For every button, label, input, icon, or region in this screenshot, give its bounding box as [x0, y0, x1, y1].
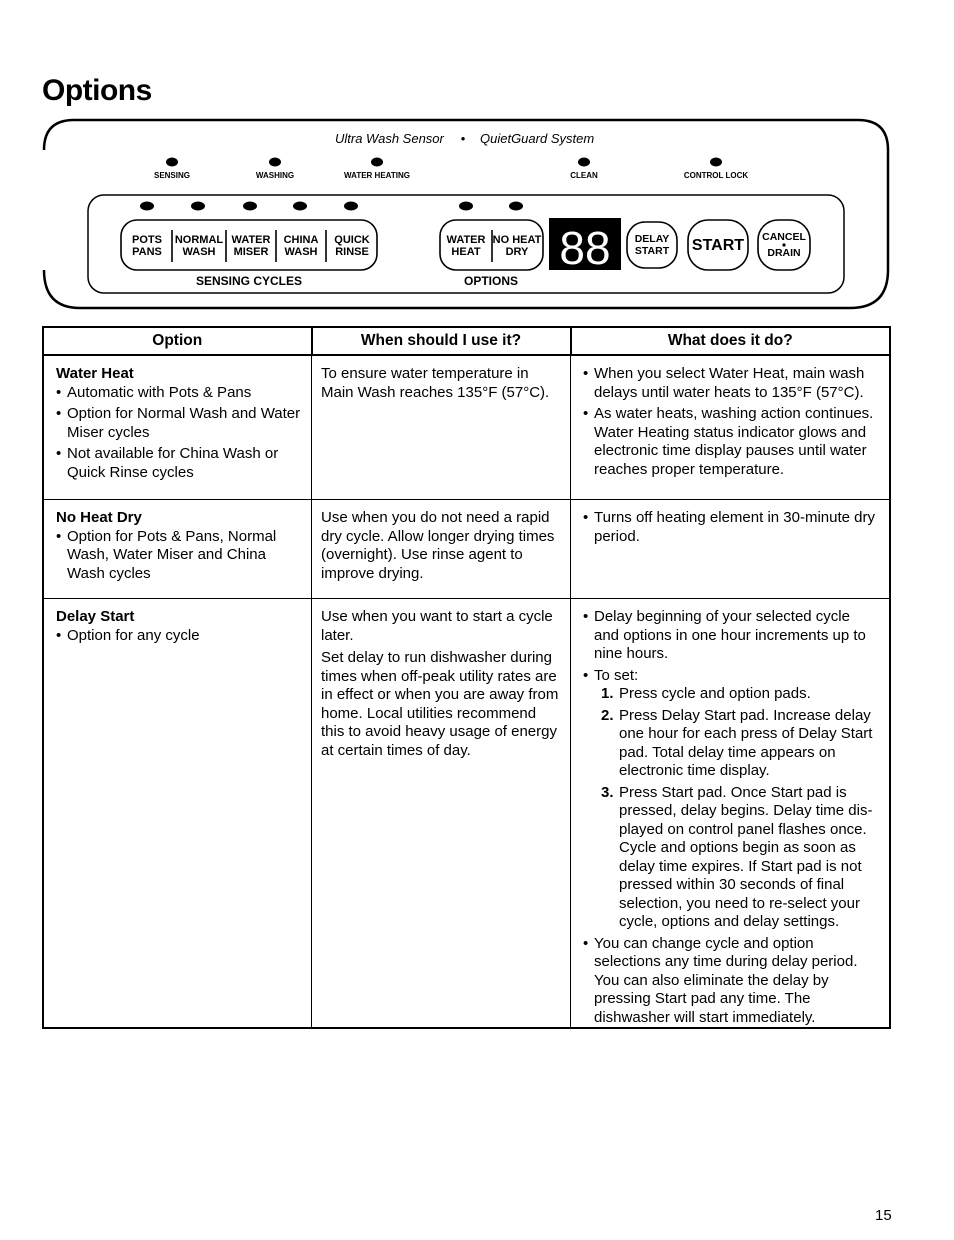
options-table [42, 326, 891, 1029]
svg-text:WASH: WASH [182, 246, 216, 258]
table-row-delay-start [43, 599, 890, 1029]
step-number: 1. [601, 685, 614, 702]
cell-when [312, 500, 571, 599]
indicator-light-sensing [166, 158, 178, 167]
option-name: Water Heat [56, 365, 134, 382]
indicator-light-washing [269, 158, 281, 167]
option-pad-no-heat-dry[interactable] [493, 234, 542, 258]
step-item [601, 685, 879, 704]
list-item: • Delay beginning of your selected cycle and options in one hour increments up to nine hours. [583, 608, 879, 664]
start-label: START [691, 237, 745, 254]
brand-quietguard: QuietGuard System [480, 131, 595, 146]
cell-what [571, 500, 891, 599]
cancel-label: CANCEL [762, 231, 806, 243]
svg-text:POTS: POTS [132, 234, 162, 246]
list-item: • You can change cycle and option selections any time during delay period. You can also eliminate the delay by pressing Start pad any time. The dishwasher will start immediately. [583, 935, 879, 1028]
svg-text:WATER: WATER [446, 234, 486, 246]
list-item: • Not available for China Wash or Quick Rinse cycles [56, 445, 301, 482]
cell-when [312, 599, 571, 1029]
header-when: When should I use it? [312, 327, 571, 355]
delay-start-label-2: START [634, 245, 670, 257]
option-name: No Heat Dry [56, 509, 142, 526]
cycle-pad-china-wash[interactable] [284, 234, 319, 258]
cell-option [43, 500, 312, 599]
option-name: Delay Start [56, 608, 135, 625]
indicator-light-clean [578, 158, 590, 167]
svg-text:NO HEAT: NO HEAT [492, 234, 542, 246]
list-item: • When you select Water Heat, main wash delays until water heats to 135°F (57°C). [583, 365, 879, 402]
header-what: What does it do? [571, 327, 891, 355]
step-item [601, 784, 879, 932]
cycle-pad-quick-rinse[interactable] [334, 234, 370, 258]
indicator-label-clean: CLEAN [570, 171, 598, 180]
indicator-label-sensing: SENSING [153, 171, 191, 180]
brand-ultra-wash: Ultra Wash Sensor [335, 131, 444, 146]
step-number: 2. [601, 706, 614, 724]
svg-text:CHINA: CHINA [283, 234, 319, 246]
svg-text:HEAT: HEAT [451, 246, 481, 258]
cycle-pad-normal-wash[interactable] [175, 234, 224, 258]
brand-separator: • [460, 131, 466, 146]
drain-label: DRAIN [767, 247, 801, 259]
control-panel-diagram [0, 0, 954, 320]
indicator-label-control-lock: CONTROL LOCK [683, 171, 749, 180]
option-pad-water-heat[interactable] [447, 234, 486, 258]
cycle-pad-water-miser[interactable] [232, 234, 271, 258]
list-item: • Turns off heating element in 30-minute dry period. [583, 509, 879, 546]
cell-what [571, 599, 891, 1029]
list-item: • Option for Pots & Pans, Normal Wash, Water Miser and China Wash cycles [56, 528, 301, 584]
table-row-water-heat [43, 355, 890, 500]
table-header-row [43, 327, 890, 355]
options-label: OPTIONS [463, 274, 519, 288]
when-text: Set delay to run dishwasher during times when off-peak utility rates are in effect or when you are away from home. Local utilities recommend this to avoid heavy usage of energy at certain times of day. [321, 649, 559, 759]
svg-text:WASH: WASH [284, 246, 318, 258]
header-option: Option [43, 327, 312, 355]
step-item [601, 707, 879, 781]
step-text: Press Delay Start pad. Increase delay one hour for each press of Delay Start pad. Total delay time appears on electronic time display. [619, 706, 873, 779]
sensing-cycles-label: SENSING CYCLES [195, 274, 303, 288]
list-item: • Option for Normal Wash and Water Miser cycles [56, 405, 301, 442]
step-number: 3. [601, 783, 614, 801]
step-text: Press Start pad. Once Start pad is pressed, delay begins. Delay time dis-played on control panel flashes once. Cycle and options begin as soon as delay time expires. If Start pad is not pressed within 30 seconds of final selection, you need to re-select your cycle, options and delay settings. [619, 783, 873, 930]
step-text: Press cycle and option pads. [619, 685, 811, 702]
indicator-label-washing: WASHING [255, 171, 295, 180]
indicator-label-water-heating: WATER HEATING [344, 171, 410, 180]
indicator-light-control-lock [710, 158, 722, 167]
list-item: • Option for any cycle [56, 627, 301, 646]
cell-when [312, 355, 571, 500]
svg-text:MISER: MISER [233, 246, 269, 258]
cycle-pad-pots-pans[interactable] [132, 234, 162, 258]
steps-list [583, 685, 879, 932]
table-row-no-heat-dry [43, 500, 890, 599]
cell-what [571, 355, 891, 500]
svg-text:NORMAL: NORMAL [174, 234, 224, 246]
svg-text:QUICK: QUICK [334, 234, 370, 246]
page-number: 15 [875, 1207, 892, 1224]
page-title: Options [42, 74, 152, 107]
when-text: To ensure water temperature in Main Wash reaches 135°F (57°C). [321, 365, 550, 401]
svg-text:WATER: WATER [231, 234, 271, 246]
status-indicators [154, 158, 748, 181]
list-item: • To set: [583, 667, 879, 686]
time-display-digits: 88 [559, 222, 611, 274]
when-text: Use when you do not need a rapid dry cycle. Allow longer drying times (overnight). Use rinse agent to improve drying. [321, 509, 555, 582]
svg-text:PANS: PANS [132, 246, 162, 258]
list-item: • Automatic with Pots & Pans [56, 384, 301, 403]
when-text: Use when you want to start a cycle later. [321, 608, 553, 644]
delay-start-label-1: DELAY [634, 233, 670, 245]
cell-option [43, 599, 312, 1029]
pad-lights [140, 202, 523, 211]
svg-text:DRY: DRY [505, 246, 529, 258]
indicator-light-water-heating [371, 158, 383, 167]
list-item: • As water heats, washing action continues. Water Heating status indicator glows and electronic time display pauses until water reaches proper temperature. [583, 405, 879, 479]
cell-option [43, 355, 312, 500]
svg-text:RINSE: RINSE [335, 246, 369, 258]
